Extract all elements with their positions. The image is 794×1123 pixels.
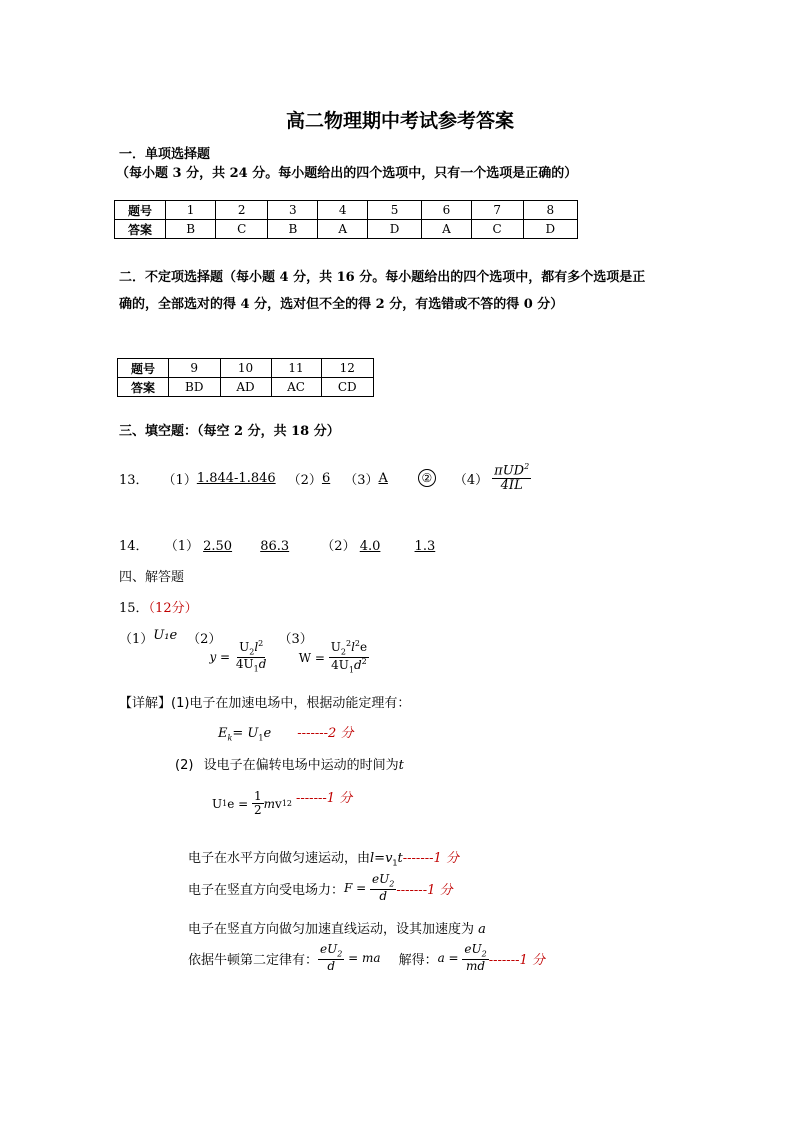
force-text: 电子在竖直方向受电场力：: [188, 882, 345, 898]
q15-score: （12分）: [148, 601, 198, 616]
table-row: [115, 220, 578, 239]
table-cell: 7: [471, 201, 523, 220]
detail-label: 【详解】: [119, 696, 172, 711]
eq-ek-sub: k: [227, 733, 233, 743]
q13-answer3: A: [378, 470, 388, 486]
table-cell: BD: [169, 378, 221, 397]
horizontal-eq2: t: [397, 851, 403, 866]
page-title: 高二物理期中考试参考答案: [286, 110, 515, 132]
table-cell: C: [216, 220, 268, 239]
solve-label: 解得：: [398, 952, 438, 968]
table-cell: 8: [523, 201, 577, 220]
table-cell: D: [523, 220, 577, 239]
section1-answer-table: [114, 200, 578, 239]
table-cell: C: [471, 220, 523, 239]
q13-line: [119, 460, 531, 496]
horizontal-text: 电子在水平方向做匀速运动，由: [188, 851, 371, 866]
section4-heading: 四、解答题: [119, 570, 185, 585]
table-cell: 3: [268, 201, 318, 220]
table-header-cell: 答案: [118, 378, 169, 397]
q14-answer2b: 1.3: [414, 539, 436, 554]
q14-number: 14．: [119, 539, 149, 554]
q14-part1-label: （1）: [164, 539, 199, 554]
section1-note: （每小题 3 分，共 24 分。每小题给出的四个选项中，只有一个选项是正确的）: [116, 166, 578, 181]
q13-number: 13．: [119, 472, 149, 488]
table-cell: B: [268, 220, 318, 239]
detail-intro: (1)电子在加速电场中，根据动能定理有：: [171, 696, 411, 711]
q14-part2-label: （2）: [321, 539, 356, 554]
table-cell: 10: [220, 359, 271, 378]
q15-heading: [119, 597, 198, 616]
table-cell: 11: [271, 359, 321, 378]
score-1d: -------1 分: [488, 952, 545, 968]
q13-part3-label: （3）: [344, 472, 379, 488]
eq-ek-rest2: e: [263, 726, 272, 741]
accel-var: a: [478, 922, 486, 937]
q13-answer1: 1.844-1.846: [196, 470, 276, 486]
q14-answer1a: 2.50: [203, 539, 233, 554]
q13-part4-label: （4）: [453, 472, 489, 488]
eq-energy-velocity: U 1 e = $\frac{1}{2}$ m v 1 2: [212, 789, 293, 818]
newton-text: 依据牛顿第二定律有：: [188, 952, 319, 968]
line-force: 电子在竖直方向受电场力： F = $\frac{eU_2}{d}$ -------1 分: [188, 872, 453, 904]
q14-line: [119, 535, 435, 554]
table-cell: A: [318, 220, 367, 239]
accel-text: 电子在竖直方向做匀加速直线运动，设其加速度为: [188, 922, 475, 937]
part2-intro: [175, 754, 404, 773]
q15-number: 15．: [119, 601, 149, 616]
table-header-cell: 答案: [115, 220, 166, 239]
q14-answer2a: 4.0: [359, 539, 381, 554]
q15-answer1: U₁e: [153, 628, 178, 643]
table-cell: A: [422, 220, 471, 239]
horizontal-eq: l=v: [370, 851, 393, 866]
score-1c: -------1 分: [396, 882, 453, 898]
eq-kinetic-energy: $E_k= U_1e$ -------2 分: [218, 726, 354, 743]
line-newton: 依据牛顿第二定律有： $\frac{eU_2}{d}$ = ma 解得： a = $\frac{eU_2}{md}$ -------1 分: [188, 942, 545, 974]
part2-text: 设电子在偏转电场中运动的时间为: [203, 758, 399, 773]
table-cell: CD: [321, 378, 373, 397]
q15-part1-label: （1）: [119, 632, 154, 647]
q13-part1-label: （1）: [162, 472, 197, 488]
q13-circled-answer: ②: [418, 469, 436, 487]
table-cell: D: [367, 220, 421, 239]
table-cell: 12: [321, 359, 373, 378]
table-row: [118, 359, 374, 378]
detail-intro-line: [119, 692, 410, 711]
table-cell: AC: [271, 378, 321, 397]
score-2: -------2 分: [297, 726, 354, 741]
table-cell: AD: [220, 378, 271, 397]
q15-answer3-formula: W = $\frac{U_2^2l^2e}{4U_1d^2}$: [298, 639, 368, 675]
line-accel: [188, 918, 486, 937]
section1-heading: 一．单项选择题: [119, 147, 211, 162]
part2-var: t: [398, 758, 404, 773]
table-cell: 2: [216, 201, 268, 220]
table-header-cell: 题号: [115, 201, 166, 220]
q13-answer4-fraction: [492, 463, 531, 494]
q15-answers: [119, 628, 369, 675]
q13-frac-sup: 2: [524, 461, 530, 471]
eq-ek: E: [218, 726, 228, 741]
q15-part2-label: （2）: [187, 632, 222, 647]
q14-answer1b: 86.3: [260, 539, 290, 554]
table-cell: 5: [367, 201, 421, 220]
q13-part2-label: （2）: [287, 472, 322, 488]
section2-line2: 确的，全部选对的得 4 分，选对但不全的得 2 分，有选错或不答的得 0 分）: [119, 297, 564, 312]
table-row: [118, 378, 374, 397]
section2-answer-table: [117, 358, 374, 397]
table-cell: 9: [169, 359, 221, 378]
part2-label: (2): [175, 758, 194, 773]
q15-answer2-formula: y = $\frac{U_2l^2}{4U_1d}$: [209, 639, 267, 674]
score-1b: -------1 分: [402, 851, 459, 866]
line-horizontal: 电子在水平方向做匀速运动，由$l=v_1t-------1$ 分: [188, 851, 459, 868]
table-cell: 1: [166, 201, 216, 220]
q13-answer2: 6: [321, 470, 331, 486]
table-header-cell: 题号: [118, 359, 169, 378]
table-cell: 4: [318, 201, 367, 220]
eq-ek-rest: = U: [232, 726, 259, 741]
q13-frac-numerator: πUD: [494, 462, 525, 478]
section2-line1: 二．不定项选择题（每小题 4 分，共 16 分。每小题给出的四个选项中，都有多个选项是正: [119, 270, 646, 285]
table-cell: B: [166, 220, 216, 239]
table-cell: 6: [422, 201, 471, 220]
score-1a: -------1 分: [296, 791, 353, 806]
q13-frac-denominator: 4IL: [500, 478, 523, 494]
q15-part3-label: （3）: [278, 632, 313, 647]
section3-heading: 三、填空题：（每空 2 分，共 18 分）: [119, 424, 340, 439]
table-row: [115, 201, 578, 220]
